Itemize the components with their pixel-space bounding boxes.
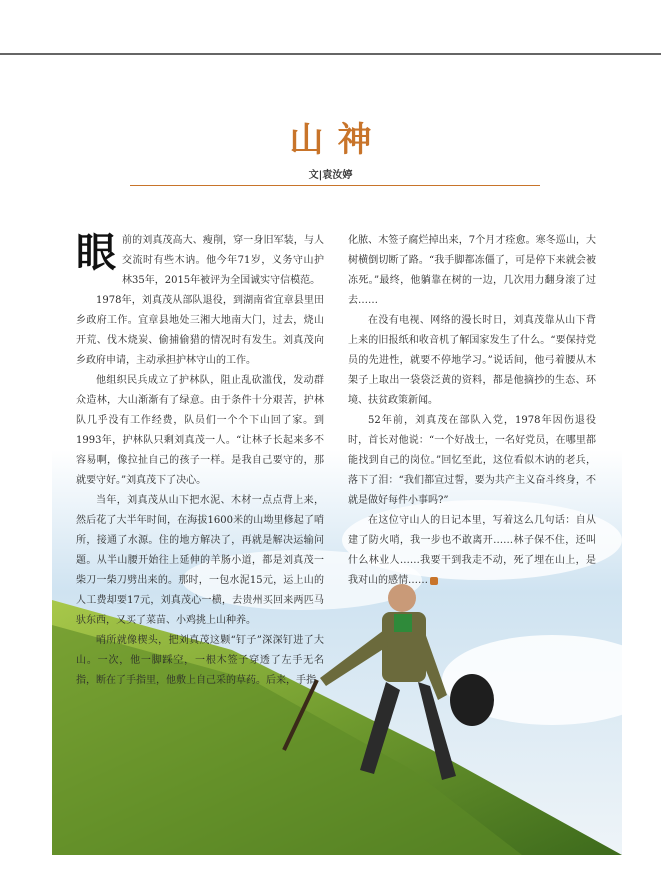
paragraph: 哨所就像楔头，把刘真茂这颗“钉子”深深钉进了大山。一次，他一脚踩空，一根木签子穿透了左手无名指，断在了手指里，他敷上自己采的草药。后来，手指 [76, 635, 324, 686]
paragraph [76, 231, 324, 291]
title-divider [130, 185, 540, 186]
paragraph: 1978年，刘真茂从部队退役，到湖南省宜章县里田乡政府工作。宜章县地处三湘大地南大门，过去，烧山开荒、伐木烧炭、偷捕偷猎的情况时有发生。刘真茂向乡政府申请，主动承担护林守山的工作。 [76, 295, 324, 366]
author-byline: 文|袁汝婷 [308, 170, 353, 181]
paragraph: 在没有电视、网络的漫长时日，刘真茂靠从山下背上来的旧报纸和收音机了解国家发生了什么。“要保持党员的先进性，就要不停地学习。”说话间，他弓着腰从木架子上取出一袋袋泛黄的资料，都是他摘抄的生态、环境、扶贫政策新闻。 [348, 315, 596, 406]
paragraph: 当年，刘真茂从山下把水泥、木材一点点背上来，然后花了大半年时间，在海拔1600米的山坳里修起了哨所，接通了水源。住的地方解决了，再就是解决运输问题。从半山腰开始往上延伸的羊肠小道，都是刘真茂一柴刀一柴刀劈出来的。那时，一包水泥15元，运上山的人工费却要17元，刘真茂心一横，去贵州买回来两匹马驮东西，又买了菜苗、小鸡挑上山种养。 [76, 495, 324, 626]
drop-cap: 眼 [76, 230, 116, 276]
left-column [76, 231, 324, 691]
paragraph: 化脓、木签子腐烂掉出来，7个月才痊愈。寒冬巡山，大树横倒切断了路。“我手脚都冻僵了，可是停下来就会被冻死。”最终，他躺靠在树的一边，几次用力翻身滚了过去…… [348, 235, 596, 306]
top-rule [0, 53, 661, 55]
paragraph: 52年前，刘真茂在部队入党，1978年因伤退役时，首长对他说：“一个好战士，一名好党员，在哪里都能找到自己的岗位。”回忆至此，这位看似木讷的老兵，落下了泪：“我们都宣过誓，要为共产主义奋斗终身，不就是做好每件小事吗?” [348, 415, 596, 506]
end-mark-icon [430, 577, 438, 585]
article-title: 山神 [289, 120, 386, 160]
paragraph [348, 511, 596, 591]
paragraph-text: 前的刘真茂高大、瘦削，穿一身旧军装，与人交流时有些木讷。他今年71岁，义务守山护林35年，2015年被评为全国诚实守信模范。 [122, 235, 324, 286]
right-column [348, 231, 596, 591]
paragraph-text: 在这位守山人的日记本里，写着这么几句话：自从建了防火哨，我一步也不敢离开……林子保不住，还叫什么林业人……我要干到我走不动，死了埋在山上，是我对山的感情…… [348, 515, 596, 586]
paragraph: 他组织民兵成立了护林队，阻止乱砍滥伐，发动群众造林，大山渐渐有了绿意。由于条件十分艰苦，护林队几乎没有工作经费，队员们一个个下山回了家。到1993年，护林队只剩刘真茂一人。“让林子长起来多不容易啊，像拉扯自己的孩子一样。是我自己要守的，那就要守好。”刘真茂下了决心。 [76, 375, 324, 486]
